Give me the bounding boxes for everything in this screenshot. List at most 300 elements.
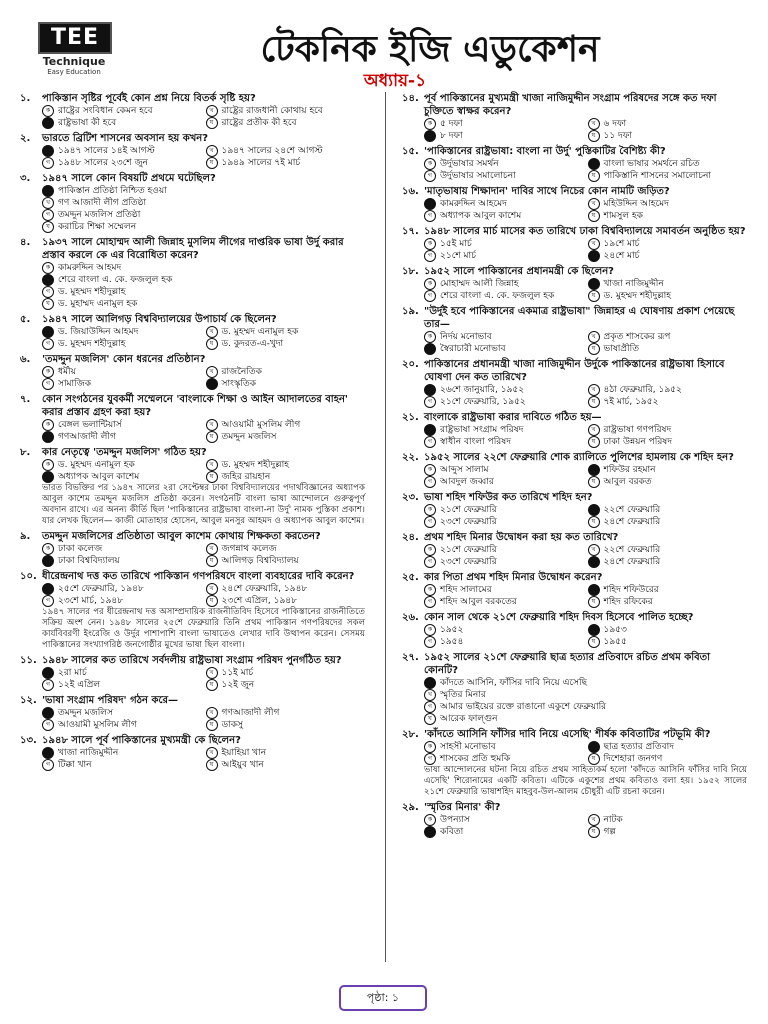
option-text: ১৯শে মার্চ [603,239,640,249]
question-item [402,145,747,182]
question-text [402,651,747,677]
option-text: ড. মুহম্মদ শহীদুল্লাহ [58,287,126,297]
options [424,544,747,568]
question-stem: ধীরেন্দ্রনাথ দত্ত কত তারিখে পাকিস্তান গণপরিষদে বাংলা ব্যবহারের দাবি করেন? [42,571,355,582]
option-letter-circle-icon: ক [42,262,54,274]
question-item [402,611,747,648]
question-text [402,451,747,464]
option-letter-circle-icon: গ [424,436,436,448]
option-text: শহিদ সালামের [440,585,492,595]
option [206,338,366,350]
option-letter-circle-icon: ক [424,158,436,170]
option-letter-circle-icon: খ [588,814,600,826]
option [206,471,366,483]
option [588,556,748,568]
answer-filled-circle-icon [42,747,54,759]
question-text [20,530,365,543]
option [42,338,202,350]
option-text: ড. মুহম্মদ এনামুল হক [221,327,299,337]
question-text [20,570,365,583]
question-item [402,651,747,725]
option-letter-circle-icon: ক [42,459,54,471]
options [424,741,747,765]
option-text: ১২ই এপ্রিল [58,680,101,690]
option [588,130,748,142]
question-stem: পাকিস্তানের প্রধানমন্ত্রী খাজা নাজিমুদ্দীন উর্দুকে পাকিস্তানের রাষ্ট্রভাষা হিসাবে ঘোষণা দেন কত তারিখে? [424,359,725,383]
option-letter-circle-icon: ক [42,366,54,378]
option-text: ১৯৫৫ [603,637,627,647]
question-text [20,172,365,185]
option-text: বেঙ্গল ভলান্টিয়ার্স [58,420,122,430]
option-text: ২৪শে ফেব্রুয়ারি [603,557,661,567]
option-text: ১৯৪৭ সালের ১৪ই আগস্ট [58,146,155,156]
options [42,747,365,771]
option-text: ৫ দফা [440,119,463,129]
option [42,286,365,298]
question-stem: ১৯৫২ সালের ২২শে ফেব্রুয়ারি শোক র‍্যালিতে পুলিশের হামলায় কে শহিদ হন? [424,452,734,463]
option [588,814,748,826]
option-letter-circle-icon: খ [206,667,218,679]
question-item [20,236,365,310]
question-stem: কার পিতা প্রথম শহিদ মিনার উদ্বোধন করেন? [424,572,603,583]
option [42,274,365,286]
left-column [20,92,365,774]
question-stem: ১৯৪৮ সালের কত তারিখে সর্বদলীয় রাষ্ট্রভাষা সংগ্রাম পরিষদ পুনর্গঠিত হয়? [42,655,342,666]
option-letter-circle-icon: ক [424,544,436,556]
option [424,516,584,528]
option [206,419,366,431]
question-number: ২৮. [402,729,419,740]
option [588,343,748,355]
option-letter-circle-icon: ক [42,543,54,555]
option-letter-circle-icon: ঘ [42,298,54,310]
question-stem: প্রথম শহিদ মিনার উদ্বোধন করা হয় কত তারিখে? [424,532,619,543]
option-text: ১৯৫২ [440,625,464,635]
options [42,459,365,483]
option [206,378,366,390]
option-text: ৬ দফা [603,119,627,129]
question-item [20,694,365,731]
option [42,209,365,221]
question-text [20,694,365,707]
option-letter-circle-icon: ঘ [42,221,54,233]
answer-filled-circle-icon [588,741,600,753]
option-text: বাংলা ভাষার সমর্থনে রচিত [603,159,700,169]
answer-filled-circle-icon [42,555,54,567]
option [206,583,366,595]
option-letter-circle-icon: গ [424,290,436,302]
question-text [402,531,747,544]
options [424,118,747,142]
option-letter-circle-icon: গ [42,595,54,607]
answer-filled-circle-icon [42,583,54,595]
option-text: শহিদ শফিউরের [603,585,659,595]
option-letter-circle-icon: ঘ [206,157,218,169]
option-letter-circle-icon: ঘ [206,679,218,691]
option [588,741,748,753]
option [424,584,584,596]
option-letter-circle-icon: গ [42,286,54,298]
option [42,105,202,117]
option-letter-circle-icon: গ [42,679,54,691]
answer-filled-circle-icon [42,707,54,719]
question-text [402,728,747,741]
option-text: ১৯৫৪ [440,637,464,647]
option-text: রাষ্ট্রভাষা গণপরিষদ [603,425,672,435]
question-item [402,728,747,798]
option-text: রাষ্ট্রের সংবিধান কেমন হবে [58,106,153,116]
question-item [20,734,365,771]
option [588,516,748,528]
options [42,667,365,691]
option [206,117,366,129]
option-letter-circle-icon: ঘ [588,753,600,765]
question-number: ৮. [20,447,31,458]
option [206,459,366,471]
option-text: তমদ্দুন মজলিস [221,432,277,442]
option-text: ৪ঠা ফেব্রুয়ারি, ১৯৫২ [603,385,682,395]
option-text: ২৩শে ফেব্রুয়ারি [440,517,497,527]
option [206,105,366,117]
option [206,679,366,691]
logo-tagline: Easy Education [47,68,101,76]
options [424,504,747,528]
question-number: ২৪. [402,532,419,543]
question-number: ২৭. [402,652,419,663]
option [588,384,748,396]
question-item [402,305,747,355]
option [424,424,584,436]
option-text: ২৫শে ফেব্রুয়ারি, ১৯৪৮ [58,584,144,594]
option [206,145,366,157]
question-stem: 'কাঁদতে আসিনি ফাঁসির দাবি নিয়ে এসেছি' শীর্ষক কবিতাটির পটভূমি কী? [424,729,711,740]
option-text: আওয়ামী মুসলিম লীগ [221,420,301,430]
question-text [20,313,365,326]
answer-filled-circle-icon [588,278,600,290]
option-text: ২৬শে জানুয়ারি, ১৯৫২ [440,385,525,395]
option-letter-circle-icon: খ [588,198,600,210]
question-number: ২৫. [402,572,419,583]
option [42,185,365,197]
option-text: ড. মুহম্মদ এনামুল হক [58,460,135,470]
options [42,145,365,169]
options [424,158,747,182]
option-letter-circle-icon: গ [42,719,54,731]
right-column [402,92,747,841]
option-letter-circle-icon: ঘ [588,516,600,528]
answer-filled-circle-icon [42,185,54,197]
question-number: ৩. [20,173,31,184]
option-letter-circle-icon: ঘ [206,719,218,731]
question-number: ১০. [20,571,37,582]
option [424,504,584,516]
option [424,753,584,765]
explanation: ভারত বিভক্তির পর ১৯৪৭ সালের ২রা সেপ্টেম্বর ঢাকা বিশ্ববিদ্যালয়ের পদার্থবিজ্ঞানের অধ্যাপক আবুল কাশেম তমদ্দুন মজলিস প্রতিষ্ঠা করেন। সংগঠনটি বাংলা ভাষা আন্দোলনে গুরুত্বপূর্ণ অবদান রাখে। এর অনন্য কীর্তি ছিল 'পাকিস্তানের রাষ্ট্রভাষা বাংলা-না উর্দু' নামক পুস্তিকা প্রকাশ। যার লেখক ছিলেন— কাজী মোতাহার হোসেন, আবুল মনসুর আহমদ ও অধ্যাপক আবুল কাশেম। [42,483,365,526]
option [424,476,584,488]
question-text [20,393,365,419]
question-item [20,172,365,233]
option-text: স্বৈরাচারী মনোভাব [440,344,506,354]
option-text: শামসুল হক [603,211,643,221]
option [588,158,748,170]
option-letter-circle-icon: ক [42,105,54,117]
option-text: টিক্কা খান [58,760,92,770]
question-item [402,451,747,488]
option-text: ঢাকা বিশ্ববিদ্যালয় [58,556,120,566]
option [424,118,584,130]
question-item [402,571,747,608]
option-letter-circle-icon: গ [42,378,54,390]
option [588,424,748,436]
question-stem: তমদ্দুন মজলিসের প্রতিষ্ঠাতা আবুল কাশেম কোথায় শিক্ষকতা করতেন? [42,531,321,542]
option-text: ১১ দফা [603,131,632,141]
option [42,719,202,731]
option-text: ১১ই মার্চ [221,668,254,678]
option-text: জগন্নাথ কলেজ [221,544,277,554]
option-text: কাঁদতে আসিনি, ফাঁসির দাবি নিয়ে এসেছি [440,678,588,688]
option [424,384,584,396]
question-item [20,353,365,390]
option [206,555,366,567]
question-number: ২৬. [402,612,419,623]
option-text: শেরে বাংলা এ. কে. ফজলুল হক [440,291,555,301]
option-letter-circle-icon: ঘ [206,117,218,129]
option [42,221,365,233]
option-text: গণআজাদী লীগ [221,708,280,718]
option-letter-circle-icon: খ [588,384,600,396]
option [588,238,748,250]
option [588,464,748,476]
option-letter-circle-icon: ক [424,278,436,290]
option-text: রাষ্ট্রের প্রতীক কী হবে [221,118,297,128]
answer-filled-circle-icon [42,117,54,129]
option [206,747,366,759]
options [424,814,747,838]
option-text: রাষ্ট্রের রাজধানী কোথায় হবে [221,106,323,116]
options [42,543,365,567]
option-text: ২২শে ফেব্রুয়ারি [603,545,661,555]
options [42,262,365,310]
option-text: ১২ই জুন [221,680,255,690]
question-item [402,411,747,448]
option [424,198,584,210]
option-letter-circle-icon: ঘ [588,436,600,448]
options [424,677,747,725]
question-stem: ১৯৩৭ সালে মোহাম্মদ আলী জিন্নাহ মুসলিম লীগের দাপ্তরিক ভাষা উর্দু করার প্রস্তাব করলে কে এর বিরোধিতা করেন? [42,237,344,261]
option [424,689,747,701]
question-number: ১৭. [402,226,419,237]
option-text: শাসকের প্রতি হুমকি [440,754,511,764]
option-text: আবুল বরকত [603,477,652,487]
option-letter-circle-icon: খ [588,544,600,556]
option [424,170,584,182]
question-item [402,92,747,142]
question-text [402,225,747,238]
option-letter-circle-icon: খ [206,105,218,117]
question-text [402,611,747,624]
option-text: ভাষাপ্রীতি [603,344,640,354]
option-letter-circle-icon: ঘ [424,713,436,725]
question-number: ৬. [20,354,31,365]
option [424,713,747,725]
question-number: ১৯. [402,306,419,317]
question-text [20,132,365,145]
option [588,250,748,262]
question-number: ১৩. [20,735,37,746]
option-letter-circle-icon: গ [42,759,54,771]
option [206,157,366,169]
explanation: ১৯৪৭ সালের পর ধীরেন্দ্রনাথ দত্ত অসাম্প্রদায়িক রাজনীতিবিদ হিসেবে পাকিস্তানের রাজনীতিতে সক্রিয় অংশ নেন। ১৯৪৮ সালের ২৫শে ফেব্রুয়ারি তিনি প্রথম পাকিস্তান গণপরিষদের সকল কার্যবিবরণী ইংরেজি ও উর্দুর পাশাপাশি বাংলা ভাষাতেও লেখার দাবি উত্থাপন করেন। সেসময় পাকিস্তানের সংখ্যাগরিষ্ঠ জনগোষ্ঠীর মুখের ভাষা ছিল বাংলা। [42,607,365,650]
option-letter-circle-icon: ক [424,331,436,343]
option [42,707,202,719]
logo-mark: TEE [38,22,112,54]
option [42,595,202,607]
option [424,238,584,250]
question-stem: 'ভাষা সংগ্রাম পরিষদ' গঠন করে— [42,695,178,706]
option [588,753,748,765]
option [42,555,202,567]
question-text [402,145,747,158]
option-text: আলিগড় বিশ্ববিদ্যালয় [221,556,299,566]
option-letter-circle-icon: খ [206,543,218,555]
option [42,431,202,443]
question-number: ১১. [20,655,37,666]
question-item [20,654,365,691]
question-text [20,236,365,262]
answer-filled-circle-icon [42,667,54,679]
option-text: উর্দুভাষার সমর্থন [440,159,499,169]
option-text: রাষ্ট্রভাষা সংগ্রাম পরিষদ [440,425,524,435]
option [588,210,748,222]
option-text: ৮ দফা [440,131,463,141]
question-item [402,185,747,222]
option-letter-circle-icon: ঘ [588,636,600,648]
logo [38,22,110,82]
option-letter-circle-icon: ঘ [588,210,600,222]
option-text: রাষ্ট্রভাষা কী হবে [58,118,117,128]
page-number: পৃষ্ঠা: ১ [339,985,427,1011]
option [588,826,748,838]
question-stem: পাকিস্তান সৃষ্টির পূর্বেই কোন প্রশ্ন নিয়ে বিতর্ক সৃষ্টি হয়? [42,93,256,104]
option-letter-circle-icon: গ [424,596,436,608]
question-stem: পূর্ব পাকিস্তানের মুখ্যমন্ত্রী খাজা নাজিমুদ্দীন সংগ্রাম পরিষদের সঙ্গে কত দফা চুক্তিতে স্বাক্ষর করেন? [424,93,717,117]
option-letter-circle-icon: ক [424,741,436,753]
option-text: ডাকসু [221,720,243,730]
option [42,378,202,390]
question-item [20,530,365,567]
option [588,504,748,516]
option [424,544,584,556]
question-stem: কোন সাল থেকে ২১শে ফেব্রুয়ারি শহিদ দিবস হিসেবে পালিত হচ্ছে? [424,612,694,623]
option [424,331,584,343]
option [42,366,202,378]
option [424,556,584,568]
option-text: রাজনৈতিক [221,367,262,377]
answer-filled-circle-icon [588,250,600,262]
option-letter-circle-icon: খ [588,118,600,130]
option-letter-circle-icon: গ [424,210,436,222]
option-text: ড. কুদরত-এ-খুদা [221,339,284,349]
option [424,596,584,608]
question-stem: ১৯৪৮ সালের মার্চ মাসের কত তারিখে ঢাকা বিশ্ববিদ্যালয়ে সমাবর্তন অনুষ্ঠিত হয়? [424,226,746,237]
answer-filled-circle-icon [42,326,54,338]
option-text: সাহসী মনোভাব [440,742,496,752]
option [588,118,748,130]
option-letter-circle-icon: গ [42,209,54,221]
option [42,262,365,274]
option-text: ড. মুহম্মদ শহীদুল্লাহ [58,339,126,349]
question-number: ১৬. [402,186,419,197]
option-letter-circle-icon: খ [206,707,218,719]
option-text: ২রা মার্চ [58,668,87,678]
option-text: উপন্যাস [440,815,470,825]
option-text: খাজা নাজিমুদ্দীন [603,279,664,289]
options [42,326,365,350]
options [424,238,747,262]
option [424,741,584,753]
logo-subtitle: Technique [42,55,106,68]
question-text [402,571,747,584]
option [588,278,748,290]
option-text: ঢাকা কলেজ [58,544,103,554]
option [588,596,748,608]
option-letter-circle-icon: গ [424,516,436,528]
option-text: আইয়ুব খান [221,760,264,770]
option [206,326,366,338]
option [206,431,366,443]
option [424,677,747,689]
option [42,197,365,209]
options [42,419,365,443]
option [206,543,366,555]
option-letter-circle-icon: ক [424,118,436,130]
question-item [402,801,747,838]
option-letter-circle-icon: খ [588,238,600,250]
option-letter-circle-icon: ঘ [206,759,218,771]
option-letter-circle-icon: ঘ [588,343,600,355]
option [588,170,748,182]
options [42,707,365,731]
option-text: সাংস্কৃতিক [221,379,257,389]
option-letter-circle-icon: ঘ [206,595,218,607]
option [424,814,584,826]
option-text: ঢাকা উন্নয়ন পরিষদ [603,437,672,447]
option-letter-circle-icon: ঘ [588,396,600,408]
option-text: ইয়াহিয়া খান [221,748,267,758]
option-text: অধ্যাপক আবুল কাশেম [440,211,522,221]
option [588,624,748,636]
option-text: ২৪শে ফেব্রুয়ারি [603,517,661,527]
answer-filled-circle-icon [424,198,436,210]
option [42,679,202,691]
question-stem: কোন সংগঠনের যুবকর্মী সম্মেলনে 'বাংলাকে শিক্ষা ও আইন আদালতের বাহন' করার প্রস্তাব গ্রহণ করা হয়? [42,394,348,418]
answer-filled-circle-icon [424,826,436,838]
answer-filled-circle-icon [424,424,436,436]
option-text: ২১শে ফেব্রুয়ারি [440,545,497,555]
answer-filled-circle-icon [588,504,600,516]
option-letter-circle-icon: খ [206,326,218,338]
question-number: ২২. [402,452,419,463]
option-letter-circle-icon: ঘ [588,826,600,838]
option [424,290,584,302]
option [42,747,202,759]
option [588,331,748,343]
option-text: শহিদ রফিকের [603,597,653,607]
option-letter-circle-icon: ঘ [588,130,600,142]
question-number: ২৯. [402,802,419,813]
option [42,298,365,310]
answer-filled-circle-icon [42,145,54,157]
